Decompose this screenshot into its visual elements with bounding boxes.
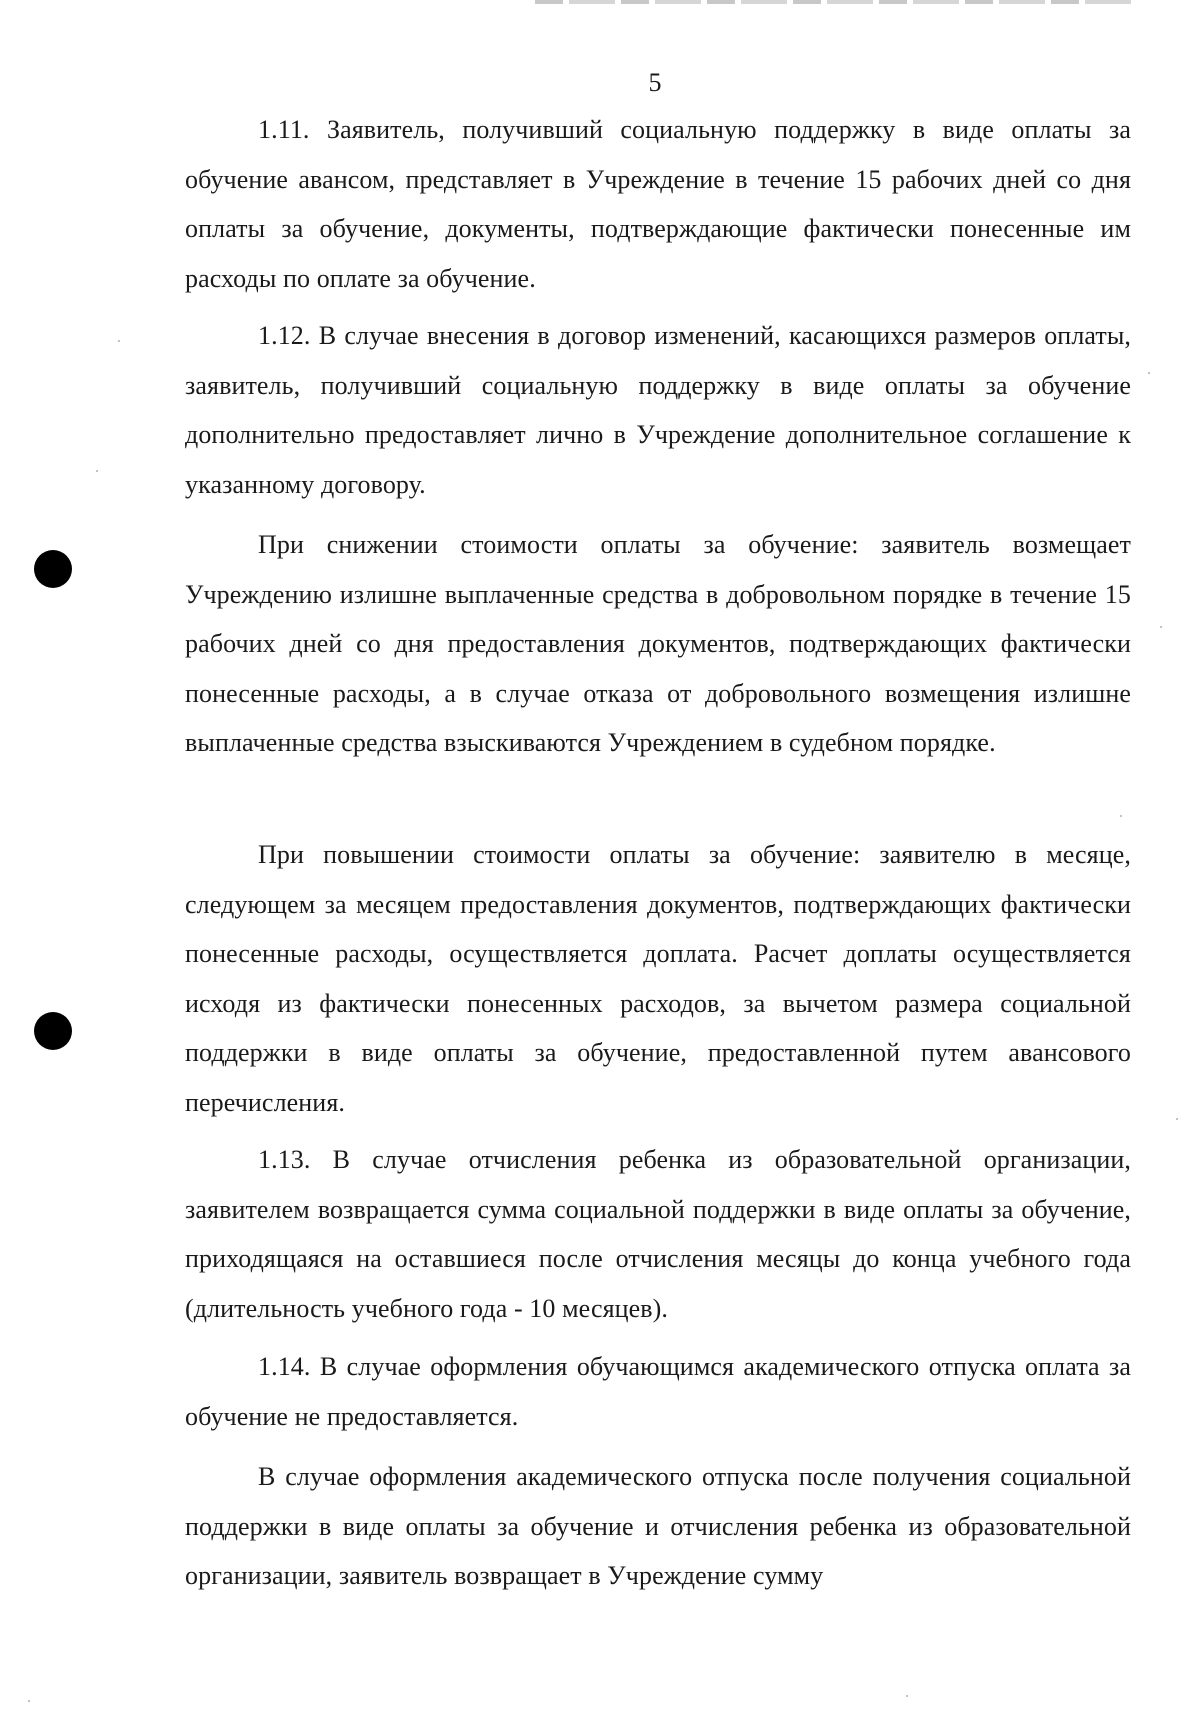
paragraph-academic-leave: В случае оформления академического отпуска после получения социальной поддержки в виде оплаты за обучение и отчисления ребенка из образовательной организации, заявитель возвращает в Учреждение сумму xyxy=(185,1462,1131,1590)
scan-speck xyxy=(1148,372,1150,374)
paragraph-1-14: 1.14. В случае оформления обучающимся академического отпуска оплата за обучение не предоставляется. xyxy=(185,1352,1131,1431)
paragraph-cost-decrease: При снижении стоимости оплаты за обучение: заявитель возмещает Учреждению излишне выплаченные средства в добровольном порядке в течение 15 рабочих дней со дня предоставления документов, подтверждающих фактически понесенные расходы, а в случае отказа от добровольного возмещения излишне выплаченные средства взыскиваются Учреждением в судебном порядке. xyxy=(185,530,1131,757)
paragraph-1-12: 1.12. В случае внесения в договор изменений, касающихся размеров оплаты, заявитель, получивший социальную поддержку в виде оплаты за обучение дополнительно предоставляет лично в Учреждение дополнительное соглашение к указанному договору. xyxy=(185,321,1131,499)
paragraph-1-11: 1.11. Заявитель, получивший социальную поддержку в виде оплаты за обучение авансом, представляет в Учреждение в течение 15 рабочих дней со дня оплаты за обучение, документы, подтверждающие фактически понесенные им расходы по оплате за обучение. xyxy=(185,115,1131,293)
scan-edge-line xyxy=(535,0,1135,4)
scan-speck xyxy=(906,1695,908,1697)
page-number: 5 xyxy=(648,68,662,97)
scan-speck xyxy=(28,1700,30,1702)
paragraph-1-13: 1.13. В случае отчисления ребенка из образовательной организации, заявителем возвращается сумма социальной поддержки в виде оплаты за обучение, приходящаяся на оставшиеся после отчисления месяцы до конца учебного года (длительность учебного года - 10 месяцев). xyxy=(185,1145,1131,1323)
scan-speck xyxy=(1160,626,1162,628)
scan-speck xyxy=(1176,1118,1178,1120)
scan-speck xyxy=(96,470,98,472)
scan-speck xyxy=(118,340,120,342)
hole-punch-mark xyxy=(34,1012,72,1050)
scan-speck xyxy=(1120,815,1122,817)
hole-punch-mark xyxy=(34,550,72,588)
paragraph-cost-increase: При повышении стоимости оплаты за обучение: заявителю в месяце, следующем за месяцем предоставления документов, подтверждающих фактически понесенные расходы, осуществляется доплата. Расчет доплаты осуществляется исходя из фактически понесенных расходов, за вычетом размера социальной поддержки в виде оплаты за обучение, предоставленной путем авансового перечисления. xyxy=(185,840,1131,1117)
